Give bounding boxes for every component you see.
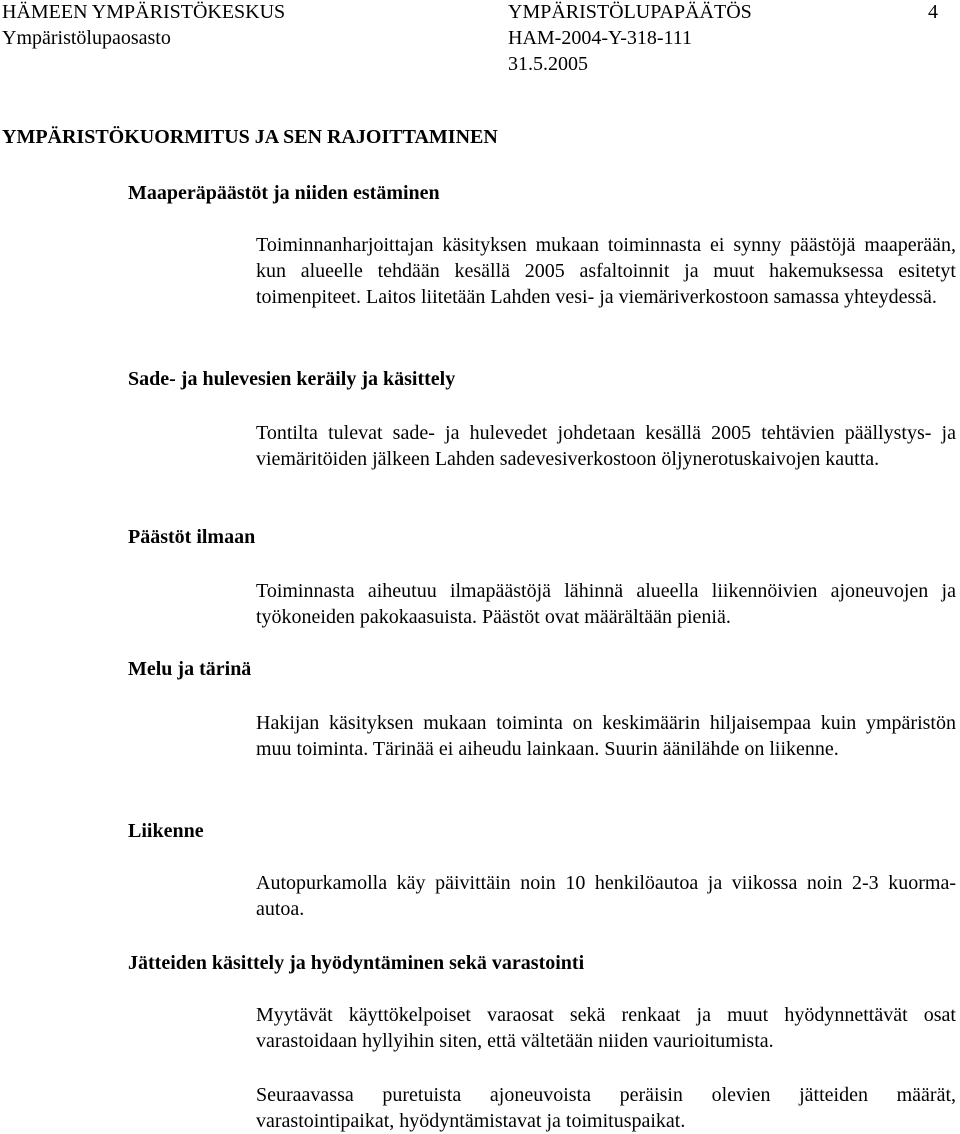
document-date: 31.5.2005 (508, 53, 588, 75)
section-text-noise: Hakijan käsityksen mukaan toiminta on keskimäärin hiljaisempaa kuin ympäristön muu toiminta. Tärinää ei aiheudu lainkaan. Suurin äänilähde on liikenne. (256, 712, 956, 760)
section-title-stormwater: Sade- ja hulevesien keräily ja käsittely (128, 368, 456, 390)
section-text-soil: Toiminnanharjoittajan käsityksen mukaan toiminnasta ei synny päästöjä maaperään, kun alueelle tehdään kesällä 2005 asfaltoinnit ja muut hakemuksessa esitetyt toimenpiteet. Laitos liitetään Lahden vesi- ja viemäriverkostoon samassa yhteydessä. (256, 234, 956, 308)
main-heading: YMPÄRISTÖKUORMITUS JA SEN RAJOITTAMINEN (2, 126, 498, 148)
section-title-soil: Maaperäpäästöt ja niiden estäminen (128, 182, 440, 204)
section-text-traffic: Autopurkamolla käy päivittäin noin 10 henkilöautoa ja viikossa noin 2-3 kuorma-autoa. (256, 872, 956, 920)
section-text-air: Toiminnasta aiheutuu ilmapäästöjä lähinnä alueella liikennöivien ajoneuvojen ja työkoneiden pakokaasuista. Päästöt ovat määrältään pieniä. (256, 580, 956, 628)
department-name: Ympäristölupaosasto (2, 27, 171, 49)
document-number: HAM-2004-Y-318-111 (508, 27, 693, 49)
section-text-waste-2: Seuraavassa puretuista ajoneuvoista peräisin olevien jätteiden määrät, varastointipaikat, hyödyntämistavat ja toimituspaikat. (256, 1084, 956, 1132)
section-title-waste: Jätteiden käsittely ja hyödyntäminen sekä varastointi (128, 952, 585, 974)
authority-name: HÄMEEN YMPÄRISTÖKESKUS (2, 1, 286, 23)
section-text-stormwater: Tontilta tulevat sade- ja hulevedet johdetaan kesällä 2005 tehtävien päällystys- ja viemäritöiden jälkeen Lahden sadevesiverkostoon öljynerotuskaivojen kautta. (256, 422, 956, 470)
document-type: YMPÄRISTÖLUPAPÄÄTÖS (508, 1, 752, 23)
section-title-air: Päästöt ilmaan (128, 526, 256, 548)
section-title-traffic: Liikenne (128, 820, 204, 842)
section-text-waste-1: Myytävät käyttökelpoiset varaosat sekä renkaat ja muut hyödynnettävät osat varastoidaan hyllyihin siten, että vältetään niiden vaurioitumista. (256, 1004, 956, 1052)
page-number: 4 (928, 1, 938, 23)
section-title-noise: Melu ja tärinä (128, 658, 252, 680)
